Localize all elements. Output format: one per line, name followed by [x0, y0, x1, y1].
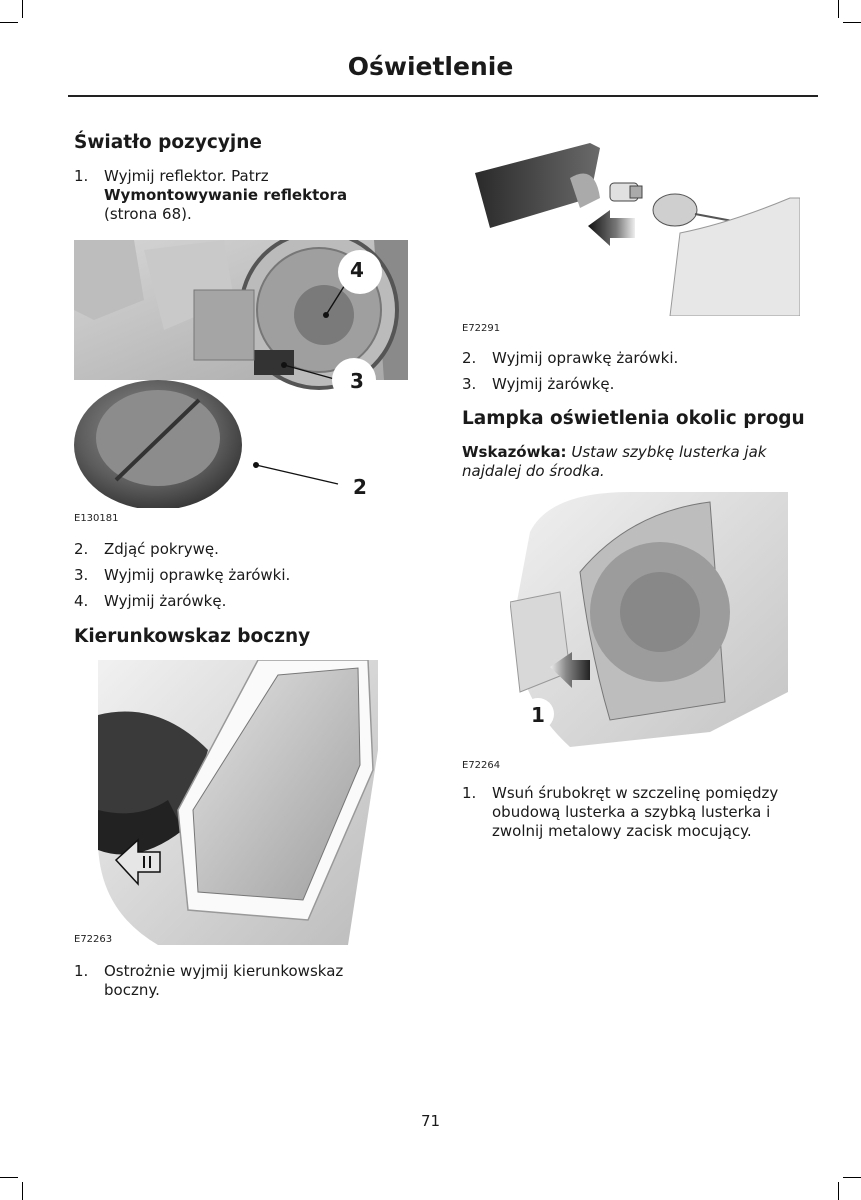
list-item: 4. Wyjmij żarówkę.: [74, 592, 227, 610]
figure-code: E72264: [462, 760, 501, 771]
figure-code: E72263: [74, 934, 113, 945]
crop-mark: [843, 1177, 861, 1178]
mirror-indicator-illustration: [98, 660, 398, 945]
callout-4: 4: [350, 258, 364, 282]
callout-2: 2: [353, 475, 367, 499]
callout-3: 3: [350, 369, 364, 393]
note-label: Wskazówka:: [462, 443, 567, 461]
step-remove-indicator: 1. Ostrożnie wyjmij kierunkowskaz boczny.: [74, 962, 344, 999]
step-list: [462, 349, 678, 401]
list-item: 3. Wyjmij oprawkę żarówki.: [74, 566, 291, 584]
section-heading-position-light: Światło pozycyjne: [74, 132, 262, 153]
crop-mark: [843, 22, 861, 23]
crop-mark: [22, 0, 23, 18]
crop-mark: [0, 1177, 18, 1178]
list-item: 3. Wyjmij żarówkę.: [462, 375, 615, 393]
crop-mark: [0, 22, 18, 23]
mirror-glass-illustration: [510, 492, 788, 747]
page-title: Oświetlenie: [347, 52, 514, 81]
figure-code: E130181: [74, 513, 119, 524]
callout-1: 1: [531, 703, 545, 727]
page-reference: (strona 68).: [104, 205, 192, 223]
note: Wskazówka: Ustaw szybkę lusterka jak najdalej do środka.: [462, 443, 767, 480]
section-heading-puddle-lamp: Lampka oświetlenia okolic progu: [462, 408, 805, 429]
section-heading-side-indicator: Kierunkowskaz boczny: [74, 626, 311, 647]
step-remove-headlamp: [74, 167, 414, 224]
list-item: 2. Wyjmij oprawkę żarówki.: [462, 349, 679, 367]
crop-mark: [838, 0, 839, 18]
crop-mark: [22, 1182, 23, 1200]
step-release-clip: 1. Wsuń śrubokręt w szczelinę pomiędzy obudową lusterka a szybką lusterka i zwolnij metalowy zacisk mocujący.: [462, 784, 779, 840]
step-list: [74, 540, 290, 618]
list-item: 2. Zdjąć pokrywę.: [74, 540, 219, 558]
step-number: 1.: [74, 167, 89, 185]
crop-mark: [838, 1182, 839, 1200]
cross-reference-link[interactable]: Wymontowywanie reflektora: [104, 186, 348, 204]
note-text: Ustaw szybkę lusterka jak: [571, 443, 767, 461]
page-number: 71: [420, 1112, 441, 1130]
title-divider: [68, 95, 818, 97]
figure-code: E72291: [462, 323, 501, 334]
bulb-removal-illustration: [470, 138, 800, 316]
step-text: Wyjmij reflektor. Patrz: [104, 167, 269, 185]
